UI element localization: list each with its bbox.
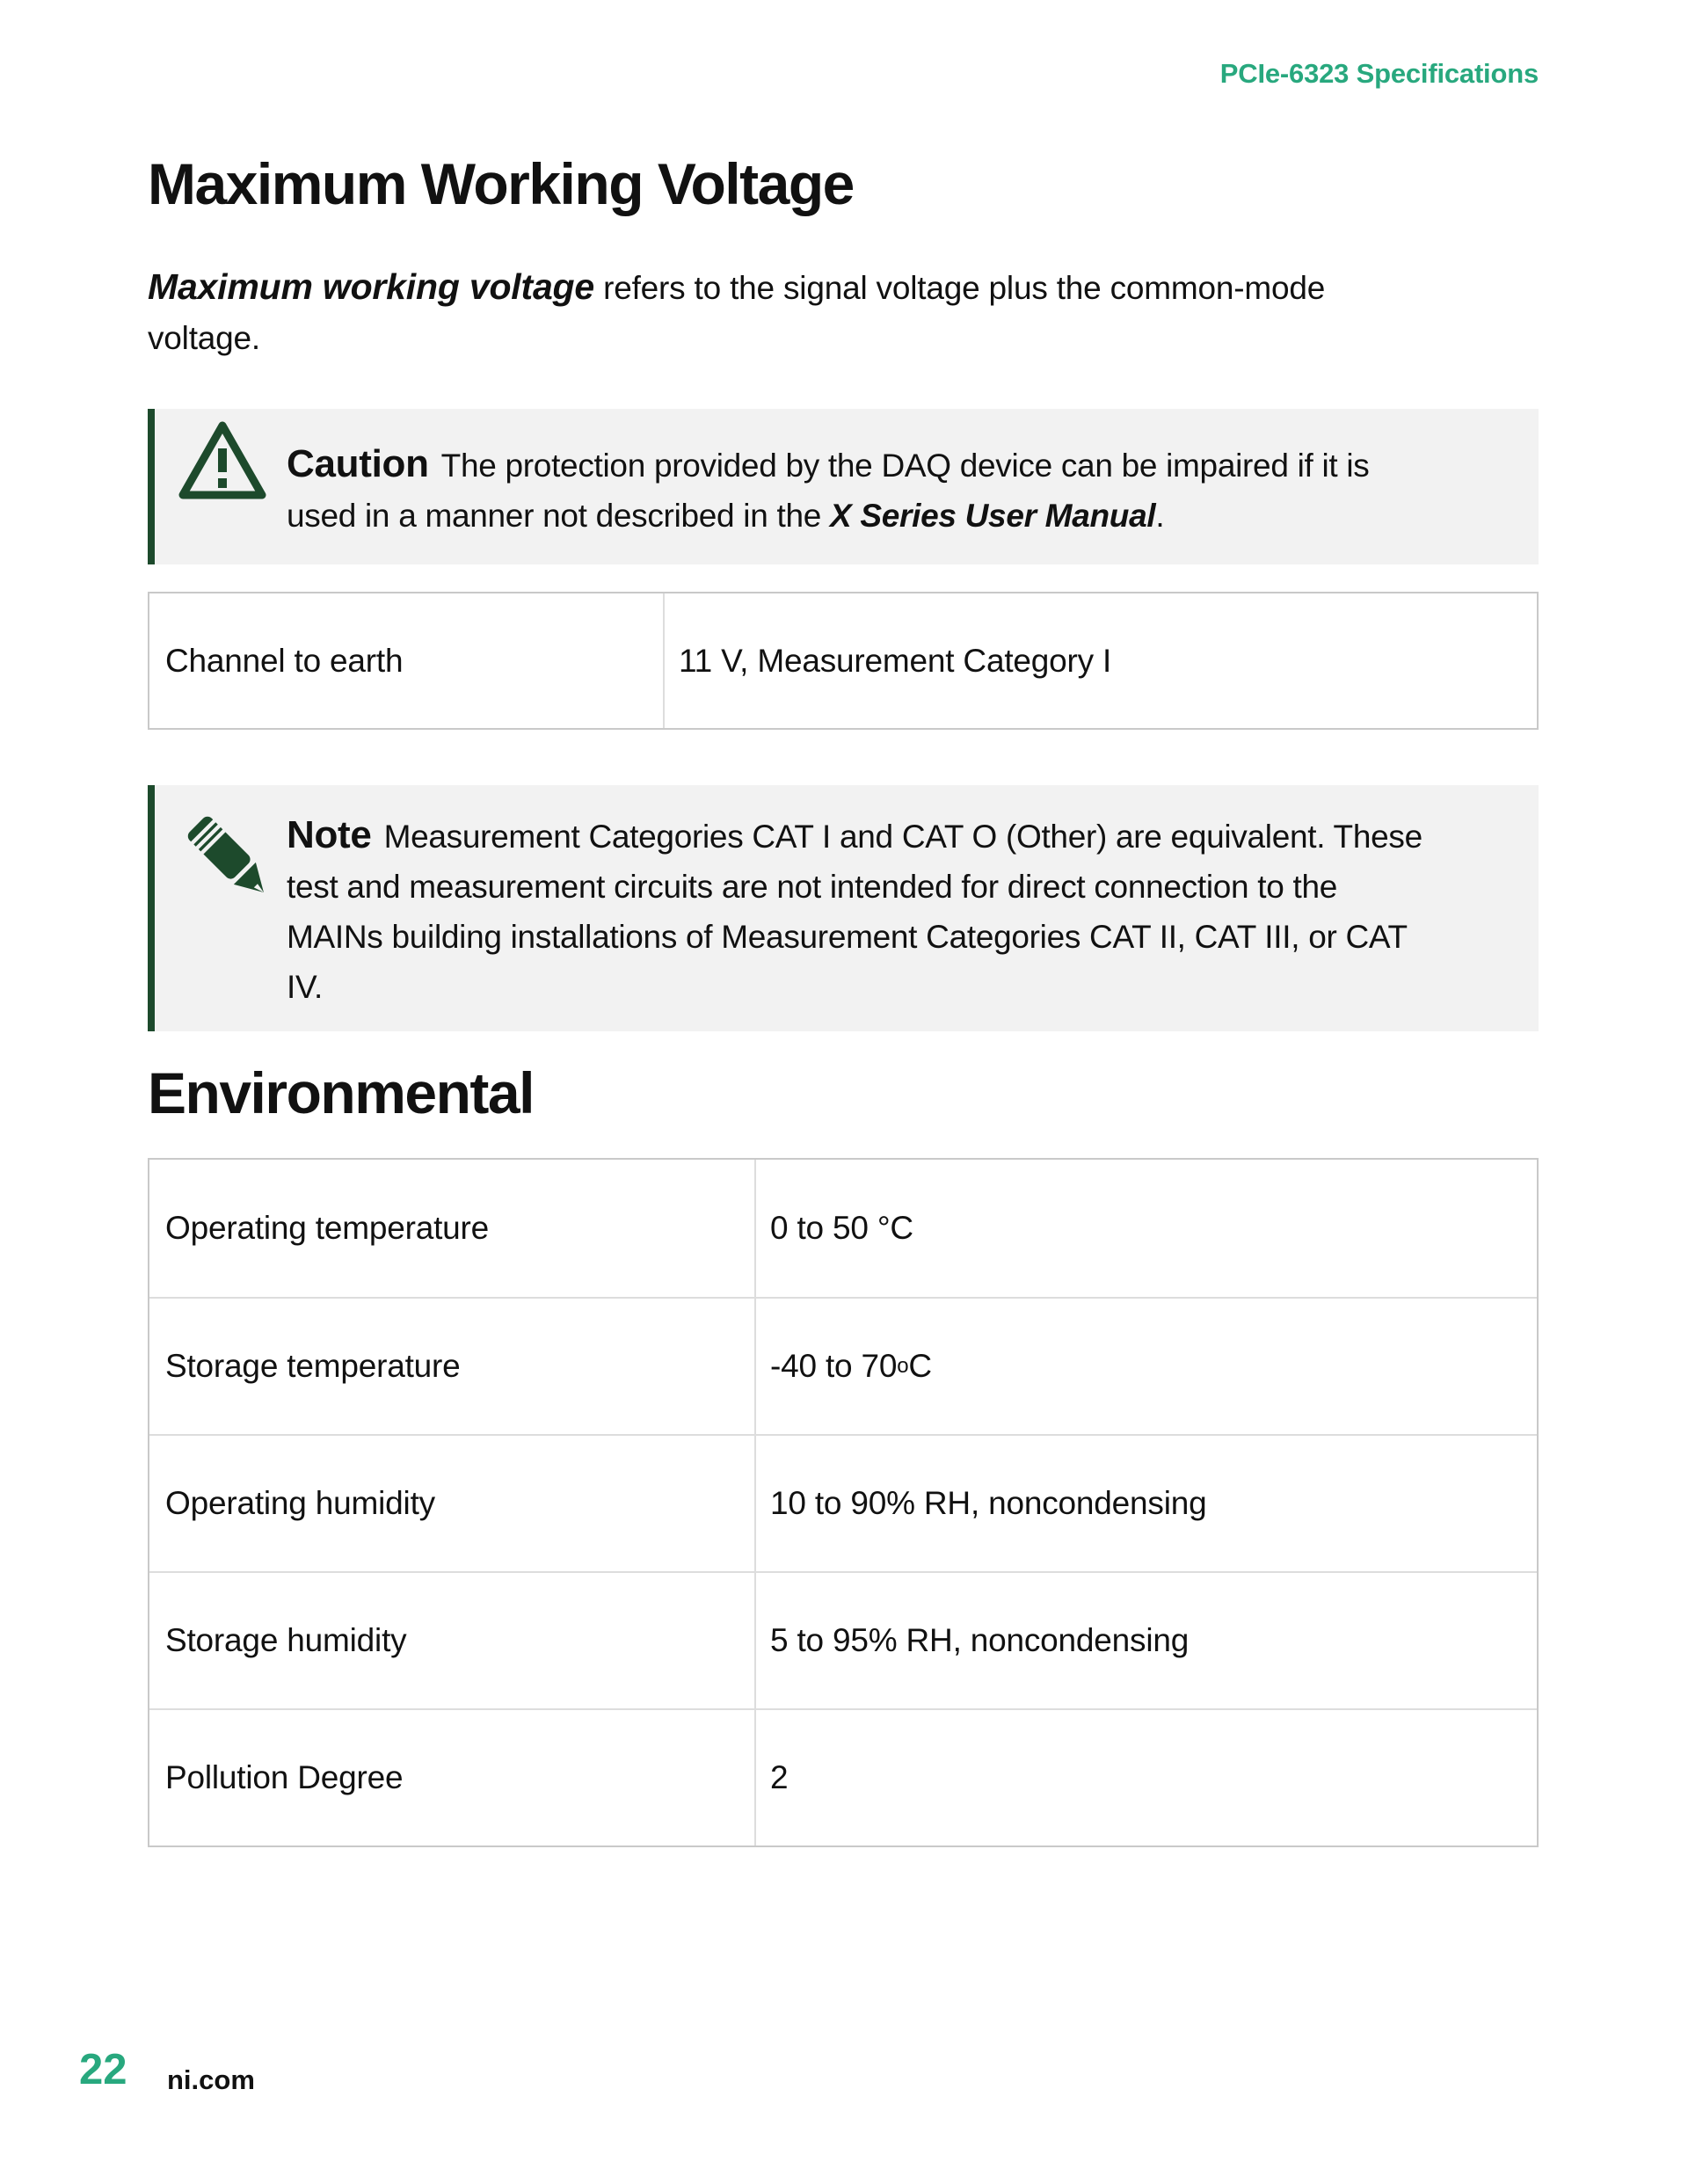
section-title-maximum-working-voltage: Maximum Working Voltage <box>148 151 854 216</box>
row-value-cell: 10 to 90% RH, noncondensing <box>770 1485 1207 1521</box>
row-label-cell: Pollution Degree <box>149 1710 756 1845</box>
row-label-cell: Storage temperature <box>149 1299 756 1434</box>
row-label-cell: Operating temperature <box>149 1160 756 1297</box>
caution-manual-reference: X Series User Manual <box>830 498 1156 534</box>
footer-page-number: 22 <box>79 2046 127 2093</box>
row-value-cell: 0 to 50 °C <box>770 1210 913 1246</box>
row-label-cell: Channel to earth <box>149 593 665 728</box>
note-text-line: Note Measurement Categories CAT I and CAT O (Other) are equivalent. These <box>287 813 1422 856</box>
note-text-line: IV. <box>287 969 323 1005</box>
table-row <box>149 1160 1537 1297</box>
row-value-cell: 2 <box>770 1759 789 1795</box>
max-working-voltage-table <box>148 592 1539 730</box>
row-label-cell: Operating humidity <box>149 1436 756 1571</box>
table-row <box>149 593 1537 728</box>
note-text-line: test and measurement circuits are not intended for direct connection to the <box>287 869 1338 905</box>
note-callout <box>148 785 1539 1031</box>
table-row <box>149 1297 1537 1434</box>
caution-label: Caution <box>287 442 429 485</box>
caution-line-2-post: . <box>1155 498 1165 534</box>
caution-text <box>287 440 1521 541</box>
caution-line-2 <box>287 491 1521 541</box>
row-label-cell: Storage humidity <box>149 1573 756 1708</box>
row-value-cell: 5 to 95% RH, noncondensing <box>770 1622 1190 1658</box>
table-row <box>149 1571 1537 1708</box>
caution-callout <box>148 409 1539 564</box>
caution-line-1 <box>287 440 1521 491</box>
page-header-title: PCIe-6323 Specifications <box>1219 58 1539 89</box>
pencil-icon <box>178 806 281 910</box>
row-value-cell: -40 to 70 o C <box>770 1348 932 1384</box>
paragraph-line-2: voltage. <box>148 320 260 356</box>
table-row <box>149 1434 1537 1571</box>
note-text-line: MAINs building installations of Measurement Categories CAT II, CAT III, or CAT <box>287 919 1408 955</box>
footer-site-label: ni.com <box>167 2064 255 2095</box>
note-label: Note <box>287 813 372 856</box>
intro-line-1-rest: refers to the signal voltage plus the common-mode <box>594 270 1326 306</box>
caution-line-1-text: The protection provided by the DAQ device can be impaired if it is <box>440 448 1370 484</box>
environmental-table <box>148 1158 1539 1847</box>
warning-triangle-icon <box>174 418 271 506</box>
intro-lead-term: Maximum working voltage <box>148 266 595 307</box>
row-value-cell: 11 V, Measurement Category I <box>679 642 1112 679</box>
caution-line-2-pre: used in a manner not described in the <box>287 498 830 534</box>
intro-paragraph <box>148 263 1539 363</box>
note-text <box>287 812 1521 1012</box>
section-title-environmental: Environmental <box>148 1060 534 1125</box>
paragraph-line-1 <box>148 263 1539 313</box>
table-row <box>149 1708 1537 1845</box>
